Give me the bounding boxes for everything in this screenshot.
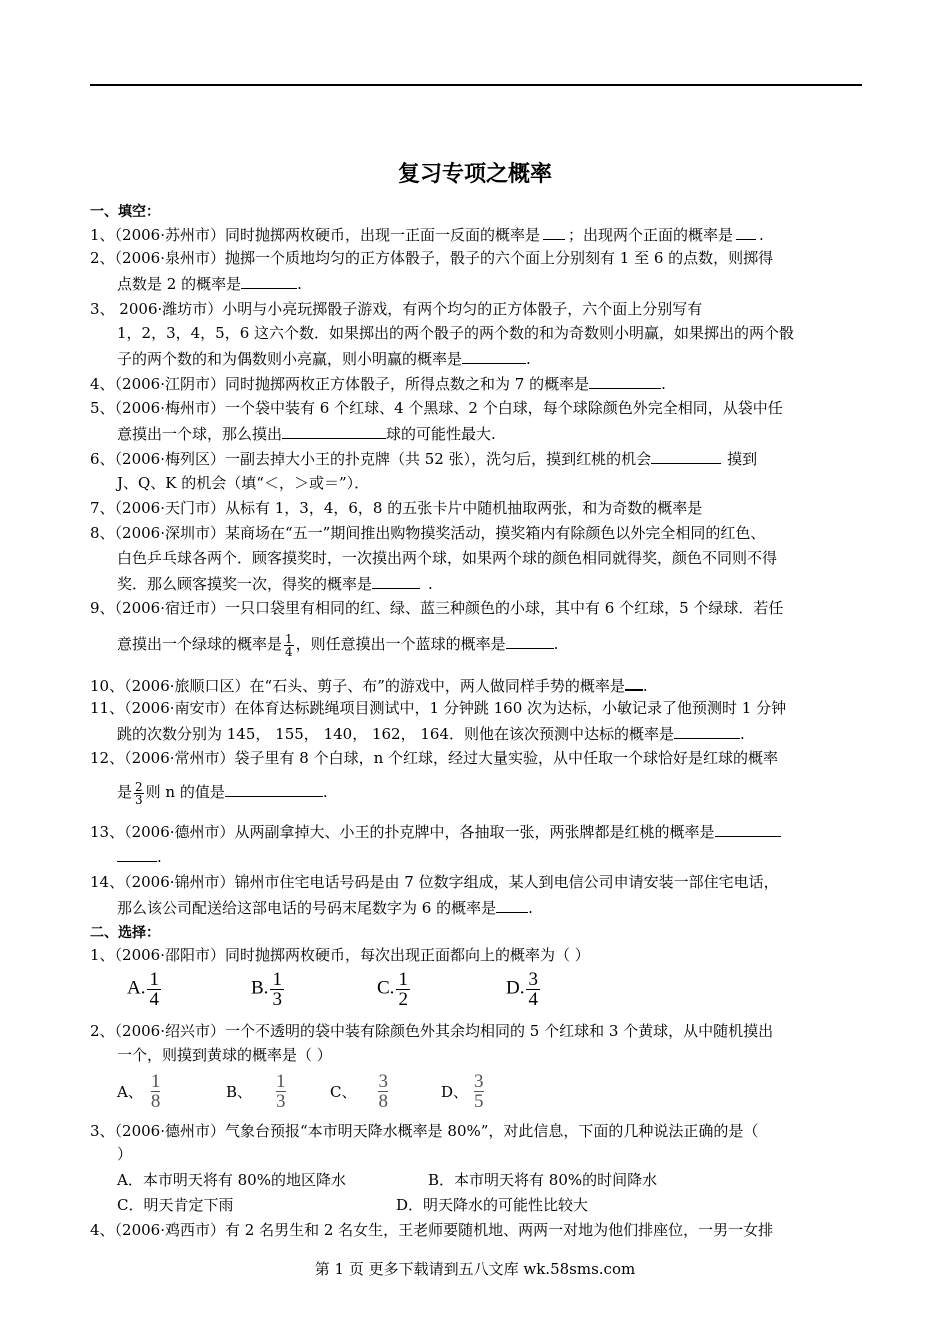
choice-q1-option-d[interactable]: D. $\frac{3}{4}$ bbox=[506, 969, 538, 1010]
choice-q2-option-d[interactable]: D、 $\frac{3}{5}$ bbox=[441, 1071, 484, 1112]
choice-q2: 2、（2006·绍兴市）一个不透明的袋中装有除颜色外其余均相同的 5 个红球和 3 个黄球，从中随机摸出 bbox=[90, 1022, 774, 1040]
answer-blank[interactable] bbox=[674, 722, 740, 739]
fill-q8: 8、（2006·深圳市）某商场在“五一”期间推出购物摸奖活动，摸奖箱内有除颜色以外完全相同的红色、 bbox=[90, 524, 766, 542]
fill-q5-cont: 意摸出一个球，那么摸出 球的可能性最大. bbox=[117, 422, 496, 445]
fill-q6: 6、（2006·梅列区）一副去掉大小王的扑克牌（共 52 张），洗匀后，摸到红桃的机会 摸到 bbox=[90, 447, 757, 470]
fill-q3: 3、 2006·潍坊市）小明与小亮玩掷骰子游戏，有两个均匀的正方体骰子，六个面上分别写有 bbox=[90, 300, 703, 318]
fill-q14: 14、（2006·锦州市）锦州市住宅电话号码是由 7 位数字组成，某人到电信公司申请安装一部住宅电话， bbox=[90, 873, 779, 891]
answer-blank[interactable] bbox=[225, 780, 323, 797]
fill-q3-cont2: 子的两个数的和为偶数则小亮赢，则小明赢的概率是 . bbox=[117, 347, 531, 370]
fill-q13-cont: . bbox=[117, 845, 162, 868]
fill-q4: 4、（2006·江阴市）同时抛掷两枚正方体骰子，所得点数之和为 7 的概率是 . bbox=[90, 372, 666, 395]
section-choice-heading: 二、选择： bbox=[90, 925, 160, 941]
choice-q1-option-a[interactable]: A. $\frac{1}{4}$ bbox=[127, 969, 159, 1010]
choice-q3-cont: ） bbox=[117, 1145, 133, 1163]
fill-q14-cont: 那么该公司配送给这部电话的号码末尾数字为 6 的概率是 . bbox=[117, 896, 533, 919]
choice-q1: 1、（2006·邵阳市）同时抛掷两枚硬币，每次出现正面都向上的概率为（ ） bbox=[90, 946, 590, 964]
fraction-one-fourth: $\frac{1}{4}$ bbox=[285, 631, 293, 659]
fill-q13: 13、（2006·德州市）从两副拿掉大、小王的扑克牌中，各抽取一张，两张牌都是红桃的概率是 bbox=[90, 820, 781, 843]
choice-q2-cont: 一个，则摸到黄球的概率是（ ） bbox=[117, 1046, 332, 1064]
choice-q4: 4、（2006·鸡西市）有 2 名男生和 2 名女生，王老师要随机地、两两一对地为他们排座位，一男一女排 bbox=[90, 1221, 774, 1239]
answer-blank[interactable] bbox=[282, 422, 386, 439]
answer-blank[interactable] bbox=[372, 572, 420, 589]
choice-q1-option-c[interactable]: C. $\frac{1}{2}$ bbox=[377, 969, 408, 1010]
answer-blank[interactable] bbox=[625, 673, 643, 691]
answer-blank[interactable] bbox=[589, 372, 661, 389]
answer-blank[interactable] bbox=[736, 223, 756, 240]
choice-q2-option-c[interactable]: C、 $\frac{3}{8}$ bbox=[330, 1071, 388, 1112]
header-rule bbox=[90, 84, 862, 86]
fill-q3-cont1: 1，2，3，4，5，6 这六个数．如果掷出的两个骰子的两个数的和为奇数则小明赢，如果掷出的两个骰 bbox=[117, 324, 795, 342]
choice-q3-option-b[interactable]: B．本市明天将有 80%的时间降水 bbox=[428, 1171, 658, 1189]
fill-q11: 11、（2006·南安市）在体育达标跳绳项目测试中，1 分钟跳 160 次为达标，小敏记录了他预测时 1 分钟 bbox=[90, 699, 787, 717]
page-footer: 第 1 页 更多下载请到五八文库 wk.58sms.com bbox=[314, 1260, 636, 1278]
answer-blank[interactable] bbox=[496, 896, 528, 913]
fill-q2: 2、（2006·泉州市）抛掷一个质地均匀的正方体骰子，骰子的六个面上分别刻有 1 至 6 的点数，则掷得 bbox=[90, 249, 774, 267]
fill-q8-cont2: 奖．那么顾客摸奖一次，得奖的概率是 . bbox=[117, 572, 433, 595]
answer-blank[interactable] bbox=[117, 845, 157, 862]
choice-q3-option-c[interactable]: C．明天肯定下雨 bbox=[117, 1196, 234, 1214]
answer-blank[interactable] bbox=[241, 272, 297, 289]
fill-q7: 7、（2006·天门市）从标有 1，3，4，6，8 的五张卡片中随机抽取两张，和为奇数的概率是 bbox=[90, 499, 703, 517]
fill-q5: 5、（2006·梅州市）一个袋中装有 6 个红球、4 个黑球、2 个白球，每个球除颜色外完全相同，从袋中任 bbox=[90, 399, 783, 417]
fill-q12: 12、（2006·常州市）袋子里有 8 个白球，n 个红球，经过大量实验，从中任取一个球恰好是红球的概率 bbox=[90, 749, 779, 767]
choice-q3-option-a[interactable]: A．本市明天将有 80%的地区降水 bbox=[117, 1171, 346, 1189]
fill-q6-cont: J、Q、K 的机会（填“＜，＞或＝”）． bbox=[117, 474, 370, 492]
answer-blank[interactable] bbox=[543, 223, 565, 240]
choice-q1-option-b[interactable]: B. $\frac{1}{3}$ bbox=[251, 969, 282, 1010]
page-title: 复习专项之概率 bbox=[397, 162, 552, 187]
fill-q12-cont: 是 $\frac{2}{3}$ 则 n 的值是 . bbox=[117, 779, 328, 807]
answer-blank[interactable] bbox=[462, 347, 526, 364]
answer-blank[interactable] bbox=[651, 447, 721, 464]
fill-q9: 9、（2006·宿迁市）一只口袋里有相同的红、绿、蓝三种颜色的小球，其中有 6 个红球，5 个绿球．若任 bbox=[90, 599, 784, 617]
answer-blank[interactable] bbox=[715, 820, 781, 837]
fill-q10: 10、（2006·旅顺口区）在“石头、剪子、布”的游戏中，两人做同样手势的概率是 . bbox=[90, 673, 648, 697]
section-fill-heading: 一、填空： bbox=[90, 204, 160, 220]
choice-q2-option-b[interactable]: B、 $\frac{1}{3}$ bbox=[226, 1071, 286, 1112]
fraction-two-thirds: $\frac{2}{3}$ bbox=[135, 779, 143, 807]
choice-q2-option-a[interactable]: A、 $\frac{1}{8}$ bbox=[117, 1071, 161, 1112]
fill-q8-cont1: 白色乒乓球各两个．顾客摸奖时，一次摸出两个球，如果两个球的颜色相同就得奖，颜色不同则不得 bbox=[117, 549, 778, 567]
answer-blank[interactable] bbox=[506, 632, 554, 649]
choice-q3: 3、（2006·德州市）气象台预报“本市明天降水概率是 80%”，对此信息，下面的几种说法正确的是（ bbox=[90, 1122, 759, 1140]
choice-q3-option-d[interactable]: D．明天降水的可能性比较大 bbox=[396, 1196, 589, 1214]
fill-q1: 1、（2006·苏州市）同时抛掷两枚硬币，出现一正面一反面的概率是 ；出现两个正面的概率是 . bbox=[90, 223, 764, 246]
fill-q9-cont: 意摸出一个绿球的概率是 $\frac{1}{4}$ ，则任意摸出一个蓝球的概率是 . bbox=[117, 631, 559, 659]
fill-q11-cont: 跳的次数分别为 145， 155， 140， 162， 164．则他在该次预测中达标的概率是 . bbox=[117, 722, 745, 745]
fill-q2-cont: 点数是 2 的概率是 . bbox=[117, 272, 302, 295]
